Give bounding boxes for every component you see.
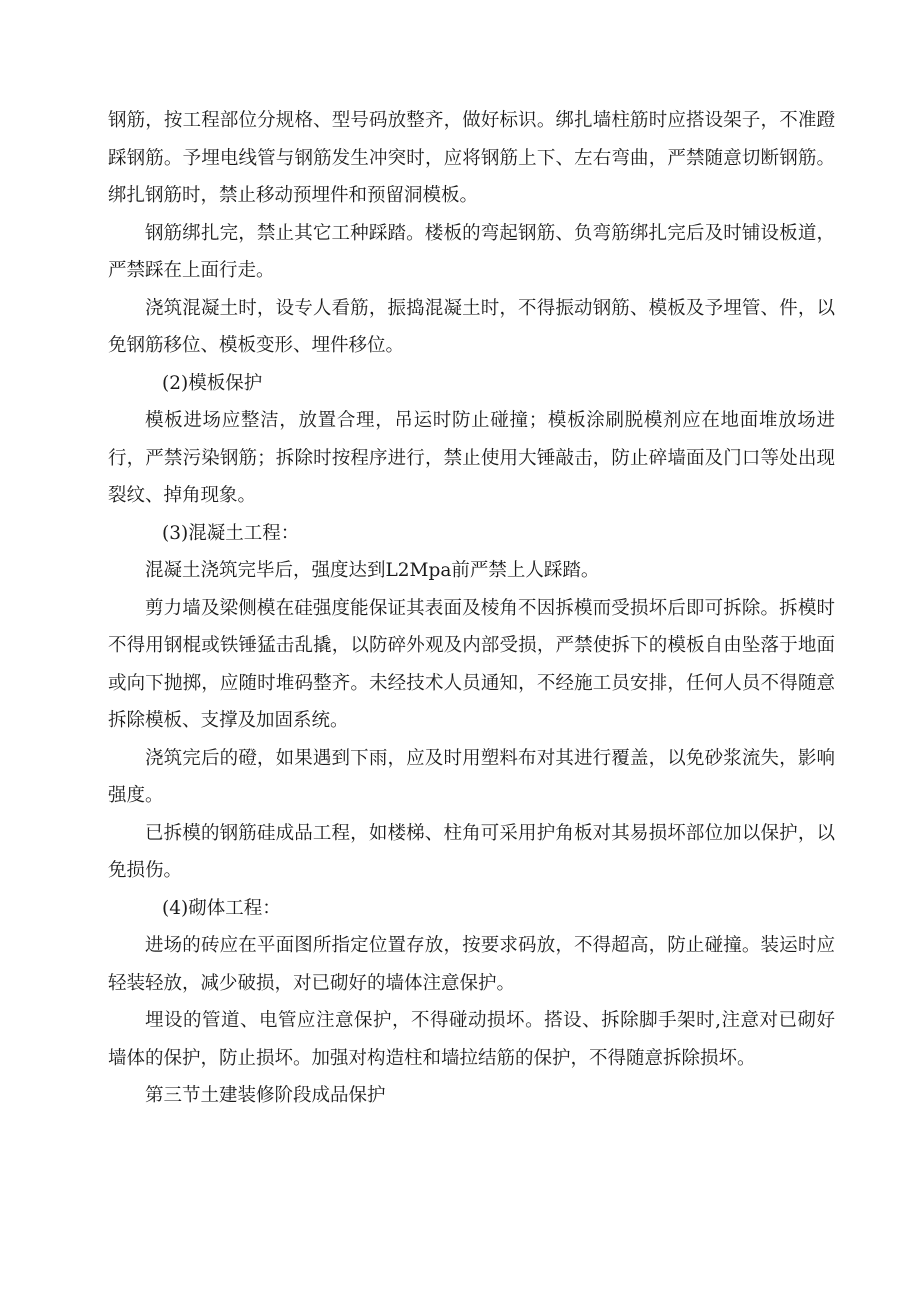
paragraph: 埋设的管道、电管应注意保护，不得碰动损坏。搭设、拆除脚手架时,注意对已砌好墙体的保护，防止损坏。加强对构造柱和墙拉结筋的保护，不得随意拆除损坏。 — [108, 1010, 835, 1069]
paragraph: 浇筑混凝土时，设专人看筋，振捣混凝土时，不得振动钢筋、模板及予埋管、件，以免钢筋移位、模板变形、埋件移位。 — [108, 297, 835, 356]
paragraph: 钢筋，按工程部位分规格、型号码放整齐，做好标识。绑扎墙柱筋时应搭设架子，不准蹬踩钢筋。予埋电线管与钢筋发生冲突时，应将钢筋上下、左右弯曲，严禁随意切断钢筋。绑扎钢筋时，禁止移动预埋件和预留洞模板。 — [108, 110, 835, 206]
section-heading: (2)模板保护 — [162, 372, 263, 394]
paragraph: 剪力墙及梁侧模在硅强度能保证其表面及棱角不因拆模而受损坏后即可拆除。拆模时不得用钢棍或铁锤猛击乱撬，以防碎外观及内部受损，严禁使拆下的模板自由坠落于地面或向下抛掷，应随时堆码整齐。未经技术人员通知，不经施工员安排，任何人员不得随意拆除模板、支撑及加固系统。 — [108, 597, 835, 731]
document-body — [108, 102, 835, 1115]
paragraph: 已拆模的钢筋硅成品工程，如楼梯、柱角可采用护角板对其易损坏部位加以保护，以免损伤。 — [108, 822, 835, 881]
section-heading: (3)混凝土工程： — [162, 522, 300, 544]
paragraph: 模板进场应整洁，放置合理，吊运时防止碰撞；模板涂刷脱模剂应在地面堆放场进行，严禁污染钢筋；拆除时按程序进行，禁止使用大锤敲击，防止碎墙面及门口等处出现裂纹、掉角现象。 — [108, 410, 835, 506]
paragraph: 浇筑完后的磴，如果遇到下雨，应及时用塑料布对其进行覆盖，以免砂浆流失，影响强度。 — [108, 747, 835, 806]
section-heading: (4)砌体工程： — [162, 897, 281, 919]
paragraph: 混凝土浇筑完毕后，强度达到L2Mpa前严禁上人踩踏。 — [145, 560, 600, 581]
paragraph: 进场的砖应在平面图所指定位置存放，按要求码放，不得超高，防止碰撞。装运时应轻装轻放，减少破损，对已砌好的墙体注意保护。 — [108, 935, 835, 994]
chapter-heading: 第三节土建装修阶段成品保护 — [145, 1085, 386, 1106]
paragraph: 钢筋绑扎完，禁止其它工种踩踏。楼板的弯起钢筋、负弯筋绑扎完后及时铺设板道，严禁踩在上面行走。 — [108, 222, 835, 281]
